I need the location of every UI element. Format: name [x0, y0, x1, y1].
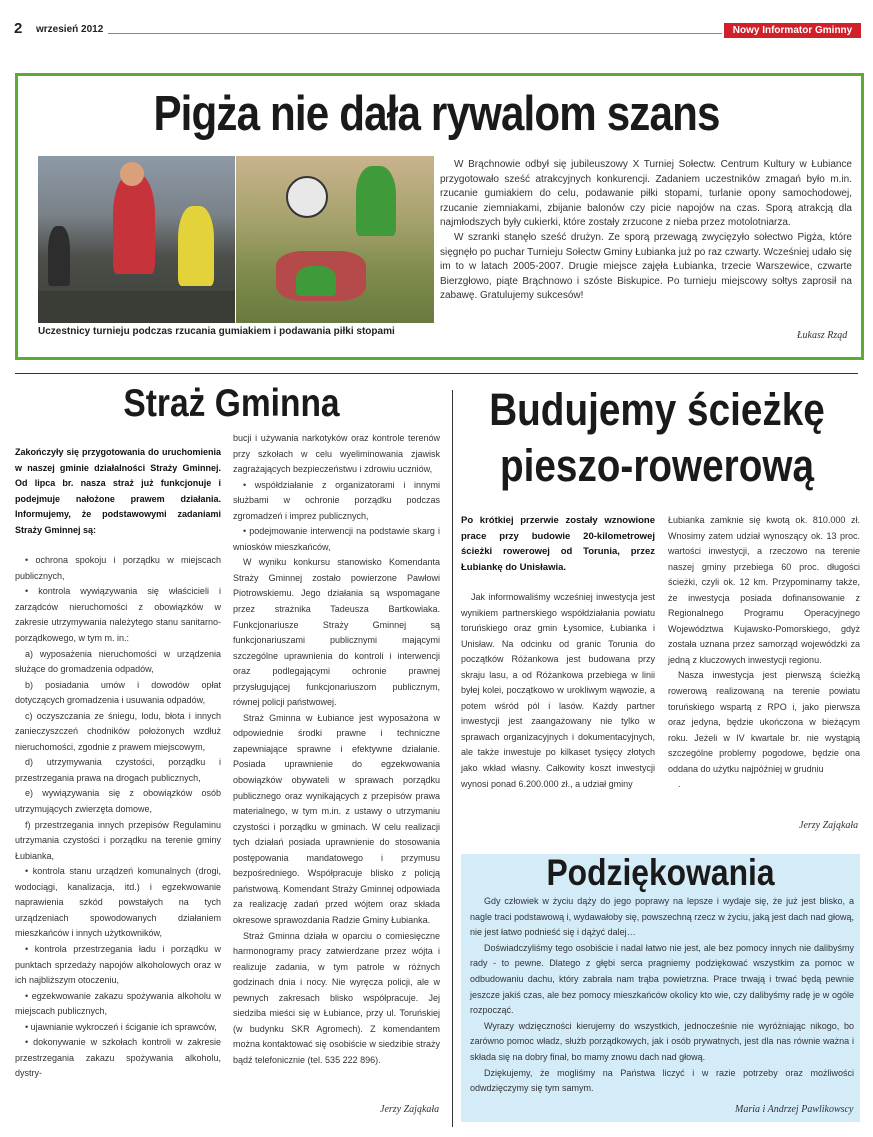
list-item: c) oczyszczania ze śniegu, lodu, błota i innych zanieczyszczeń chodników położonych wzdłuż nieruchomości, zgodnie z prawem miejscowym, [15, 710, 221, 752]
list-item: • kontrola wywiązywania się właścicieli i zarządców nieruchomości z obowiązków w zakresie utrzymywania należytego stanu sanitarno-porządkowego, w tym m. in.: [15, 586, 221, 644]
article-column-sciezka-1 [461, 513, 655, 792]
paragraph: Wyrazy wdzięczności kierujemy do wszystkich, jednocześnie nie wyróżniając nikogo, bo zarówno pomoc władz, służb porządkowych, jak i osób prywatnych, jest dla nas równie ważna i składa się na dobry finał, bo mamy znowu dach nad głową. [470, 1020, 854, 1062]
photo-ball-passing [236, 156, 434, 323]
article-body-pigza [440, 158, 852, 304]
author-signature: Łukasz Rząd [797, 330, 848, 341]
photo-figure [113, 174, 155, 274]
list-item: • kontrola przestrzegania ładu i porządku w punktach sprzedaży napojów alkoholowych oraz w ich najbliższym otoczeniu, [15, 943, 221, 986]
paragraph: . [678, 779, 681, 790]
paragraph: W Brąchnowie odbył się jubileuszowy X Turniej Sołectw. Centrum Kultury w Łubiance przygotowało sześć atrakcyjnych konkurencji. Zadaniem uczestników zmagań było m.in. rzucanie gumiakiem do celu, podawanie piłki stopami, turlanie opony samochodowej, rzucanie ziemniakami, zbijanie balonów czy picie napojów na czas. Sporą atrakcją dla najmłodszych były cukierki, które zostały zrzucone z nieba przez motolotniarza. [440, 159, 852, 229]
article-title-pigza: Pigża nie dała rywalom szans [153, 87, 720, 141]
list-item: d) utrzymywania czystości, porządku i przestrzegania prawa na drogach publicznych, [15, 757, 221, 783]
article-title-straz: Straż Gminna [123, 382, 340, 425]
photo-caption: Uczestnicy turnieju podczas rzucania gumiakiem i podawania piłki stopami [38, 326, 395, 337]
paragraph: Nasza inwestycja jest pierwszą ścieżką rowerową realizowaną na terenie powiatu toruńskiego wspartą z RPO i, jako pierwsza oraz jedyna, będzie ukończona w bieżącym roku. Jeżeli w IV kwartale br. nie wystąpią szczególne problemy pogodowe, będzie ona oddana do użytku najpóźniej w grudniu [668, 670, 860, 774]
photo-figure [120, 162, 144, 186]
column-separator [452, 390, 453, 1127]
photo-figure [356, 166, 396, 236]
paragraph: Gdy człowiek w życiu dąży do jego poprawy na lepsze i wydaje się, że już jest blisko, a nagle traci podstawową i, wydawałoby się, powszechną rzecz w życiu, jaką jest dach nad głową, nie jest łatwo podnieść się i dążyć dalej… [470, 896, 854, 938]
title-line: Budujemy ścieżkę [489, 384, 825, 435]
list-item: • ochrona spokoju i porządku w miejscach publicznych, [15, 555, 221, 581]
page-number: 2 [14, 20, 23, 37]
photo-figure [296, 266, 336, 296]
article-title-sciezka [484, 382, 830, 494]
publication-brand: Nowy Informator Gminny [724, 23, 861, 38]
list-item: a) wyposażenia nieruchomości w urządzenia służące do gromadzenia odpadów, [15, 648, 221, 675]
paragraph: W wyniku konkursu stanowisko Komendanta Straży Gminnej zostało powierzone Pawłowi Piotrowskiemu. Jego działania są wspomagane przez strażnika Tadeusza Bartkowiaka. Funkcjonariusze Straży Gminnej są funkcjonariuszami publicznymi mającymi szczególne uprawnienia do kontroli i interwencji oraz podlegającymi ochronie prawnej przysługującej funkcjonariuszom publicznym, równej policji państwowej. [233, 557, 440, 708]
list-item: bucji i używania narkotyków oraz kontrole terenów przy szkołach w celu wyeliminowania zjawisk zagrażających bezpieczeństwu i zdrowiu uczniów, [233, 433, 440, 475]
list-item: • dokonywanie w szkołach kontroli w zakresie przestrzegania zakazu spożywania alkoholu, dystry- [15, 1037, 221, 1079]
article-column-straz-2 [233, 431, 440, 1068]
author-signature: Jerzy Zająkała [799, 820, 859, 831]
photo-ground [38, 291, 235, 323]
issue-date: wrzesień 2012 [36, 24, 104, 35]
list-item: • podejmowanie interwencji na podstawie skarg i wniosków mieszkańców, [233, 526, 440, 552]
article-body-podziekowania [470, 894, 854, 1097]
lead-paragraph: Po krótkiej przerwie zostały wznowione prace przy budowie 20-kilometrowej ścieżki rowerowej od Torunia, przez Łubiankę do Unisławia. [461, 515, 655, 573]
paragraph: Dziękujemy, że mogliśmy na Państwa liczyć i w razie potrzeby oraz możliwości odwdzięczymy się tym samym. [470, 1067, 854, 1094]
photo-boot-throwing [38, 156, 235, 323]
photo-figure [48, 226, 70, 286]
paragraph: Straż Gminna działa w oparciu o comiesięczne harmonogramy pracy zatwierdzane przez wójta i realizuje zadania, w tym patrole w różnych godzinach dnia i nocy. Nie wyręcza policji, ale w pewnych zakresach blisko współpracuje. Jej siedziba mieści się w Łubiance, przy ul. Toruńskiej (w budynku SKR Agromech). Z komendantem można kontaktować się osobiście w siedzibie straży bądź telefonicznie (tel. 535 222 896). [233, 930, 440, 1065]
paragraph: W szranki stanęło sześć drużyn. Ze sporą przewagą zwycięzyło sołectwo Pigża, które sięgnęło po puchar Turnieju Sołectw Gminy Łubianka już po raz czwarty. Wcześniej udało się im to w latach 2005-2007. Drugie miejsce zajęła Łubianka, trzecie Warszewice, czwarte Bierzgłowo, piąte Brąchnowo i szóste Biskupice. Po turnieju miejscowy sołtys zaprosił na zabawę. Gratulujemy sukcesów! [440, 231, 852, 302]
author-signature: Maria i Andrzej Pawlikowscy [735, 1104, 854, 1115]
title-line: pieszo-rowerową [500, 440, 814, 491]
paragraph: Jak informowaliśmy wcześniej inwestycja jest wynikiem partnerskiego współdziałania powiatu toruńskiego oraz gmin Łysomice, Łubianka i Unisław. Na odcinku od granic Torunia do początków Różankowa jest budowana przy skraju lasu, a od Różankowa przebiega w linii byłej kolei, początkowo w urokliwym wąwozie, a potem wśród pól i lasów. Każdy partner inwestycji jest zaangażowany nie tylko w sprawach organizacyjnych i dokumentacyjnych, ale także inwestuje po kilkaset tysięcy złotych jako wkład własny. Całkowity koszt inwestycji wynosi ponad 6.200.000 zł., a udział gminy [461, 592, 655, 789]
author-signature: Jerzy Zająkała [380, 1104, 440, 1115]
list-item: b) posiadania umów i dowodów opłat dotyczących gromadzenia i usuwania odpadów, [15, 679, 221, 706]
article-column-straz-1 [15, 445, 221, 1082]
article-column-sciezka-2 [668, 513, 860, 793]
article-photos [38, 156, 434, 323]
list-item: • ujawnianie wykroczeń i ściganie ich sprawców, [25, 1021, 217, 1032]
paragraph: Doświadczyliśmy tego osobiście i nadal łatwo nie jest, ale bez pomocy innych nie dalibyśmy rady - to pewne. Dlatego z głębi serca pragniemy podziękować wszystkim za pomoc w odbudowaniu dachu, który zabrała nam trąba powietrzna. Prace trwają i trwać będą pewnie jeszcze jakiś czas, ale bez pomocy mieszkańców okolicy kto wie, czy dalibyśmy radę je w ogóle rozpocząć. [470, 942, 854, 1016]
lead-paragraph: Zakończyły się przygotowania do uruchomienia w naszej gminie działalności Straży Gminnej. Od lipca br. nasza straż już funkcjonuje i podejmuje nałożone prawem działania. Informujemy, że podstawowymi zadaniami Straży Gminnej są: [15, 447, 221, 535]
paragraph: Łubianka zamknie się kwotą ok. 810.000 zł. Wnosimy zatem udział wynoszący ok. 13 proc. wartości inwestycji, a rzeczowo na terenie naszej gminy przebiega 60 proc. długości ścieżki, czyli ok. 12 km. Przypominamy także, że inwestycja posiada dofinansowanie z Regionalnego Programu Operacyjnego Województwa Kujawsko-Pomorskiego, gdyż została uznana przez samorząd wojewódzki za jedną z kluczowych inwestycji regionu. [668, 515, 860, 665]
list-item: f) przestrzegania innych przepisów Regulaminu utrzymania czystości i porządku na terenie gminy Łubianka, [15, 819, 221, 861]
photo-figure [178, 206, 214, 286]
list-item: • egzekwowanie zakazu spożywania alkoholu w miejscach publicznych, [15, 990, 221, 1017]
list-item: • kontrola stanu urządzeń komunalnych (drogi, wodociągi, kanalizacja, itd.) i egzekwowanie naprawienia szkód powstałych na tych urządzeniach spowodowanych działaniem mieszkańców i innych użytkowników, [15, 866, 221, 939]
photo-ball [286, 176, 328, 218]
section-rule [15, 373, 858, 374]
paragraph: Straż Gminna w Łubiance jest wyposażona w odpowiednie środki prawne i techniczne zapewniające sprawne i efektywne działanie. Posiada uprawnienie do egzekwowania obowiązków obywateli w sprawach porządku publicznego oraz wynikających z przepisów prawa materialnego, w tym m.in. z ustawy o utrzymaniu czystości i porządku w gminach. W celu realizacji tych działań posiada uprawnienie do stosowania postępowania mandatowego i przymusu bezpośredniego. Współpracuje blisko z policją państwową. Komendant Straży Gminnej odpowiada za realizację zadań przed wójtem oraz składa okresowe sprawozdania Radzie Gminy Łubianka. [233, 712, 440, 925]
article-title-podziekowania: Podziękowania [546, 852, 775, 893]
list-item: e) wywiązywania się z obowiązków osób utrzymujących zwierzęta domowe, [15, 788, 221, 815]
header-rule [108, 33, 722, 34]
list-item: • współdziałanie z organizatorami i innymi służbami w ochronie porządku podczas zgromadzeń i imprez publicznych, [233, 479, 440, 521]
